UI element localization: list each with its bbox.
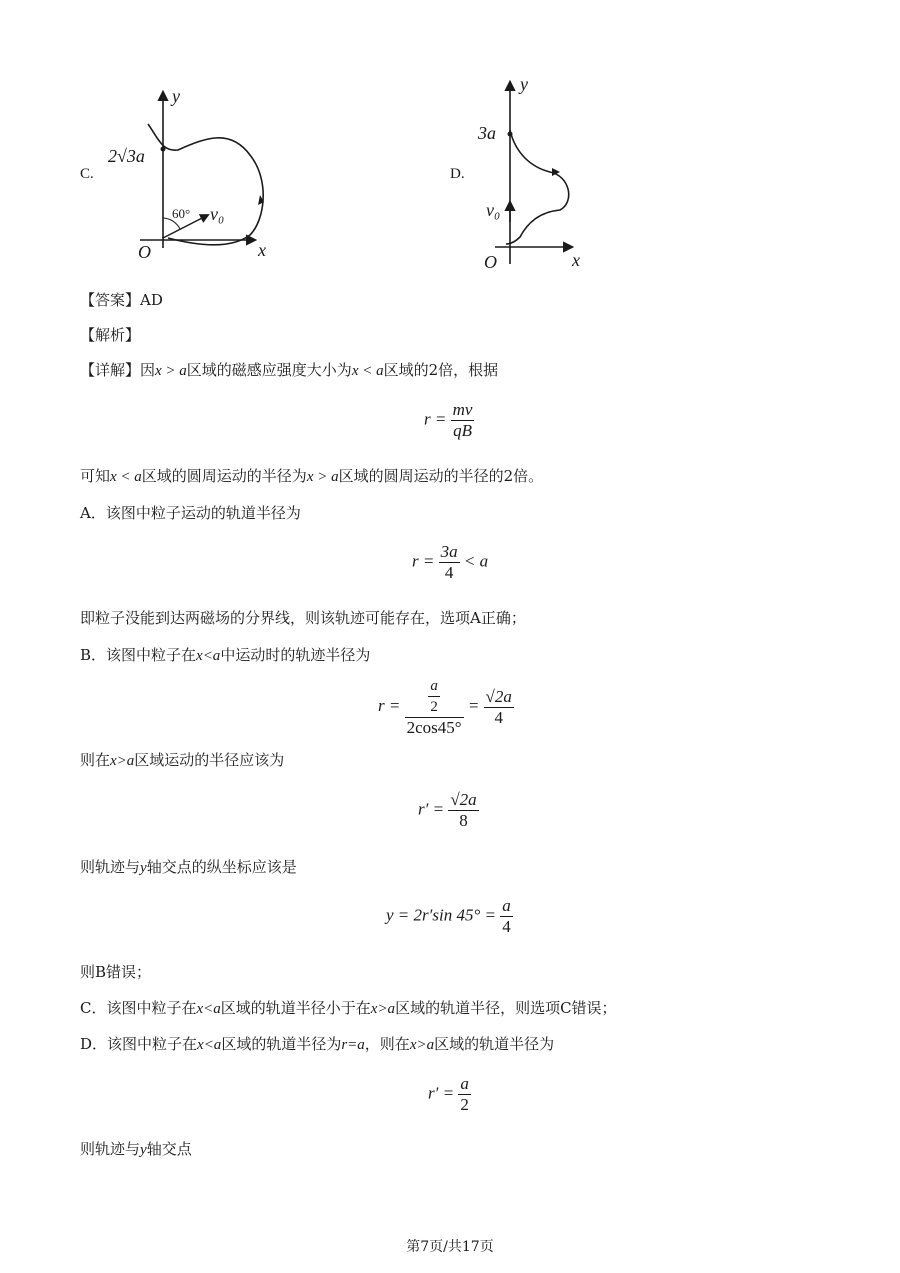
eq2-lhs: r = [412,551,435,571]
final-line [80,1139,192,1160]
option-b-line-2 [80,750,284,771]
answer-line: 【答案】AD [80,291,163,309]
eq2-fraction [439,542,460,583]
eq1-fraction [451,400,475,441]
analysis-heading: 【解析】 [80,326,141,344]
option-a-line: A．该图中粒子运动的轨道半径为 [80,504,301,522]
eq2-den: 4 [444,563,454,582]
knowing-cond2: x > a [306,469,339,485]
eq3-inner-fraction [428,676,440,717]
eq4-lhs: r′ = [418,799,445,819]
eq3-lhs: r = [378,695,401,715]
eq4-num: √2a [450,790,477,809]
equation-4 [418,790,479,831]
figure-d-x-label: x [572,250,580,270]
equation-5 [386,896,513,937]
equation-1 [424,400,474,441]
b3-prefix: 则轨迹与 [80,858,141,876]
knowing-prefix: 可知 [80,467,111,485]
figure-d-point-label: 3a [478,123,496,143]
option-d-label: D. [450,166,465,182]
detail-mid: 区域的磁感应强度大小为 [186,361,352,379]
equation-2 [412,542,488,583]
c-suffix: 区域的轨道半径，则选项C错误； [395,999,617,1017]
detail-suffix: 区域的2倍，根据 [383,361,499,379]
eq6-den: 2 [460,1095,469,1114]
figure-d-diagram [470,72,600,272]
option-a-conclusion: 即粒子没能到达两磁场的分界线，则该轨迹可能存在，选项A正确； [80,609,526,627]
figure-c-velocity-label: v₀ [210,204,225,224]
option-c-line [80,998,617,1019]
d-mid2: ，则在 [364,1035,410,1053]
b2-suffix: 区域运动的半径应该为 [134,751,285,769]
eq5-den: 4 [502,917,511,936]
eq1-lhs: r = [424,409,447,429]
detail-cond1: x > a [155,363,187,379]
eq6-lhs: r′ = [428,1083,455,1103]
last-prefix: 则轨迹与 [80,1140,141,1158]
c-prefix: C．该图中粒子在 [80,999,197,1017]
d-cond1: x<a [197,1037,222,1053]
eq3-den2: 4 [494,707,503,727]
b-prefix: B．该图中粒子在 [80,646,197,664]
c-cond1: x<a [196,1001,221,1017]
eq3-den: 2cos45° [406,718,462,737]
option-d-line [80,1034,554,1055]
figure-c-y-label: y [172,86,180,106]
option-c-label: C. [80,166,94,182]
b2-prefix: 则在 [80,751,111,769]
eq4-fraction [448,790,478,831]
figure-d-y-label: y [520,74,528,94]
d-suffix: 区域的轨道半径为 [434,1035,555,1053]
figure-c-angle-label: 60° [172,206,191,221]
figure-c-diagram [100,80,300,270]
b3-var: y [140,860,147,876]
eq1-den: qB [453,421,472,440]
option-b-conclusion: 则B错误； [80,963,152,981]
b-suffix: 中运动时的轨迹半径为 [220,646,371,664]
c-mid: 区域的轨道半径小于在 [220,999,371,1017]
eq3-mid: = [467,695,480,715]
figure-c-origin-label: O [138,242,151,262]
b-cond: x<a [196,648,221,664]
knowing-suffix: 区域的圆周运动的半径的2倍。 [338,467,544,485]
knowing-line [80,466,543,487]
knowing-mid: 区域的圆周运动的半径为 [141,467,307,485]
last-var: y [140,1142,147,1158]
d-cond2: x>a [409,1037,435,1053]
eq1-num: mv [452,400,473,419]
d-mid: 区域的轨道半径为 [221,1035,342,1053]
eq5-num: a [502,896,511,915]
eq3-num2: √2a [485,686,512,706]
b3-suffix: 轴交点的纵坐标应该是 [146,858,297,876]
eq2-rhs: < a [463,551,489,571]
b2-cond: x>a [110,753,135,769]
figure-d-velocity-label: v₀ [486,200,501,220]
eq3-outer-num [405,676,464,718]
eq5-lhs: y = 2r′sin 45° = [386,905,496,925]
eq3-outer-fraction [405,676,464,738]
eq3-inner-den: 2 [430,699,438,715]
c-cond2: x>a [370,1001,396,1017]
eq4-den: 8 [459,811,468,830]
option-b-line [80,645,370,666]
detail-cond2: x < a [351,363,384,379]
equation-3 [378,676,514,738]
last-suffix: 轴交点 [146,1140,192,1158]
eq3-fraction-2 [484,687,514,728]
knowing-cond1: x < a [110,469,142,485]
detail-prefix: 【详解】因 [80,361,156,379]
eq5-fraction [500,896,513,937]
option-b-line-3 [80,857,297,878]
eq6-num: a [460,1074,469,1093]
detail-line [80,360,498,381]
figure-c-x-label: x [258,240,266,260]
d-cond-r: r=a [341,1037,365,1053]
figure-d-origin-label: O [484,252,497,272]
page-footer: 第7页/共17页 [406,1239,494,1255]
figure-c-point-label: 2√3a [108,146,145,166]
eq3-inner-num: a [428,676,440,697]
d-prefix: D．该图中粒子在 [80,1035,198,1053]
eq2-num: 3a [440,542,458,561]
eq6-fraction [458,1074,471,1115]
equation-6 [428,1074,471,1115]
